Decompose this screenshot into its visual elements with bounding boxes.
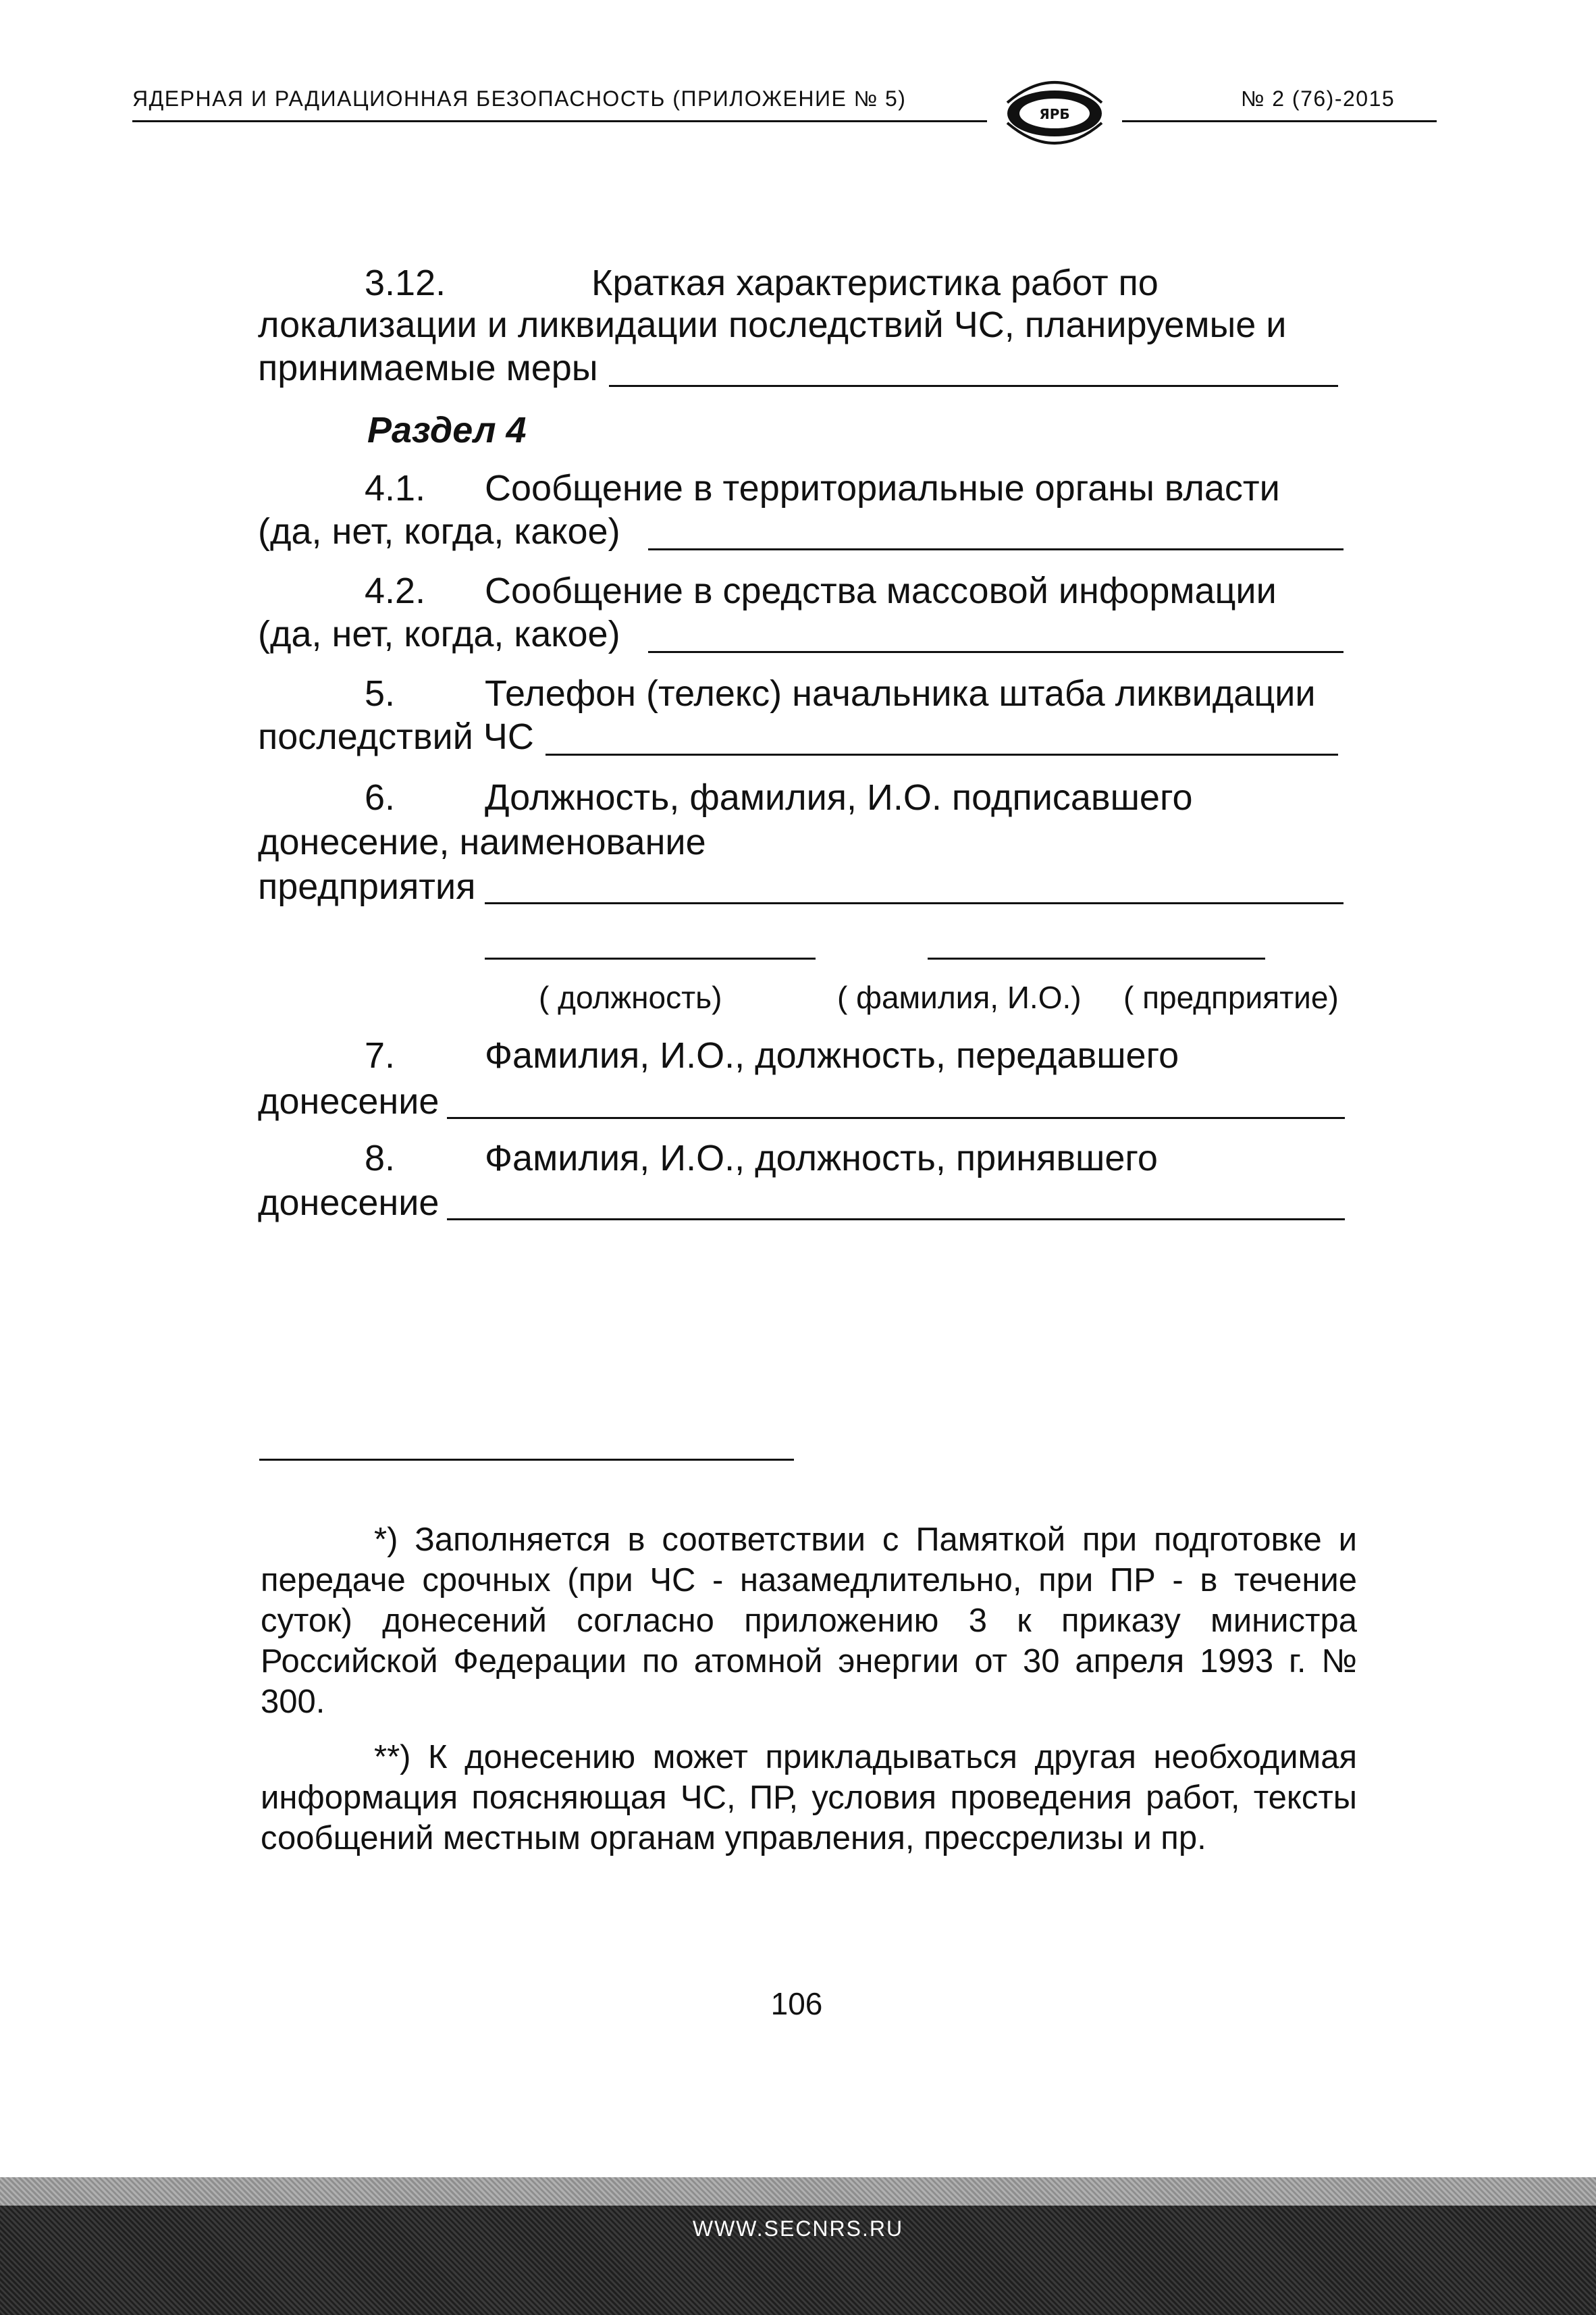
item-text: донесение, наименование (258, 822, 706, 862)
fill-in-line (648, 651, 1344, 653)
fill-in-line (447, 1117, 1345, 1119)
fill-in-line (447, 1218, 1345, 1220)
header-rule (132, 120, 1437, 122)
item-text: Сообщение в территориальные органы власти (485, 468, 1280, 509)
footnote (261, 1737, 1357, 1858)
issue-number: № 2 (76)-2015 (1241, 86, 1395, 111)
logo-text: ЯРБ (1039, 106, 1070, 122)
item-text: последствий ЧС (258, 717, 534, 757)
item-text: (да, нет, когда, какое) (258, 511, 620, 552)
section-title: Раздел 4 (367, 410, 527, 450)
journal-title: ЯДЕРНАЯ И РАДИАЦИОННАЯ БЕЗОПАСНОСТЬ (ПРИЛОЖЕНИЕ № 5) (132, 86, 907, 111)
item-text: локализации и ликвидации последствий ЧС, планируемые и (258, 305, 1287, 345)
item-number: 3.12. (365, 263, 446, 303)
item-text: Краткая характеристика работ по (591, 263, 1159, 303)
footnote (261, 1519, 1357, 1722)
item-number: 7. (365, 1035, 396, 1076)
label-enterprise: ( предприятие) (1123, 980, 1339, 1015)
footer-url: WWW.SECNRS.RU (692, 2216, 904, 2241)
item-number: 4.1. (365, 468, 426, 509)
page-number: 106 (770, 1986, 823, 2021)
signature-line-name (928, 958, 1265, 960)
item-text: принимаемые меры (258, 348, 598, 388)
item-number: 5. (365, 673, 396, 714)
fill-in-line (648, 548, 1344, 550)
item-text: Должность, фамилия, И.О. подписавшего (485, 777, 1193, 818)
item-number: 6. (365, 777, 396, 818)
item-number: 8. (365, 1138, 396, 1178)
item-text: Фамилия, И.О., должность, принявшего (485, 1138, 1158, 1178)
fill-in-line (609, 385, 1338, 387)
footnote-text: **) К донесению может прикладываться другая необходимая информация поясняющая ЧС, ПР, условия проведения работ, тексты сообщений местным органам управления, прессрелизы и пр. (261, 1739, 1357, 1856)
item-text: донесение (258, 1081, 440, 1122)
item-text: Фамилия, И.О., должность, передавшего (485, 1035, 1179, 1076)
item-text: Сообщение в средства массовой информации (485, 571, 1277, 611)
footnote-rule (259, 1459, 794, 1461)
item-text: донесение (258, 1182, 440, 1223)
item-text: Телефон (телекс) начальника штаба ликвидации (485, 673, 1316, 714)
fill-in-line (546, 754, 1338, 756)
journal-logo-icon (987, 69, 1122, 157)
footer-band (0, 2177, 1596, 2206)
label-position: ( должность) (539, 980, 722, 1015)
item-number: 4.2. (365, 571, 426, 611)
item-text: предприятия (258, 866, 476, 907)
fill-in-line (485, 902, 1344, 904)
footnote-text: *) Заполняется в соответствии с Памяткой при подготовке и передаче срочных (при ЧС - назамедлительно, при ПР - в течение суток) донесений согласно приложению 3 к приказу министра Российской Федерации по атомной энергии от 30 апреля 1993 г. № 300. (261, 1521, 1357, 1720)
label-name: ( фамилия, И.О.) (837, 980, 1082, 1015)
item-text: (да, нет, когда, какое) (258, 614, 620, 654)
signature-line-position (485, 958, 816, 960)
